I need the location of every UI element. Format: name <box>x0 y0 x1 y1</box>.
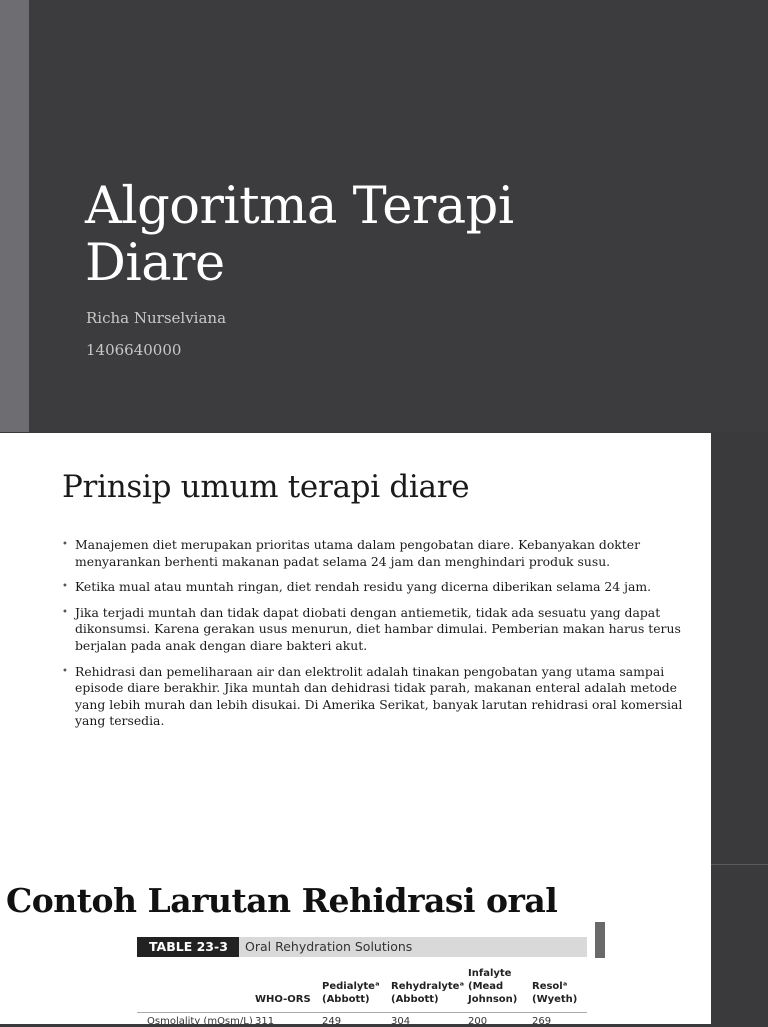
column-header: Resolᵃ (Wyeth) <box>532 981 578 1005</box>
slide-heading: Prinsip umum terapi diare <box>62 469 470 505</box>
column-header: Rehydralyteᵃ (Abbott) <box>391 981 465 1005</box>
bullet-icon: • <box>62 539 68 550</box>
bullet-list <box>62 537 702 739</box>
list-item-text: Manajemen diet merupakan prioritas utama dalam pengobatan diare. Kebanyakan dokter menyarankan berhenti makanan padat selama 24 jam dan menghindari produk susu. <box>75 537 641 569</box>
list-item <box>62 537 702 570</box>
table-cell: 200 <box>468 1016 488 1027</box>
rehydration-table <box>137 937 587 1027</box>
row-label: Osmolality (mOsm/L) <box>147 1016 253 1027</box>
table-cell: 311 <box>255 1016 275 1027</box>
solutions-slide <box>0 865 711 1027</box>
slide-title-line-2: Diare <box>85 234 225 293</box>
table-title: Oral Rehydration Solutions <box>245 939 413 954</box>
table-cell: 249 <box>322 1016 342 1027</box>
bullet-icon: • <box>62 581 68 593</box>
slide-heading: Contoh Larutan Rehidrasi oral <box>6 881 558 920</box>
author-name: Richa Nurselviana <box>86 309 227 327</box>
slide-title-line-1: Algoritma Terapi <box>85 177 514 236</box>
table-cell: 304 <box>391 1016 411 1027</box>
principles-slide <box>0 433 711 865</box>
slide-title <box>85 178 725 292</box>
slide-background-gap <box>711 433 768 865</box>
column-header: Infalyte (Mead Johnson) <box>468 968 518 1005</box>
title-slide <box>0 0 768 432</box>
list-item-text: Rehidrasi dan pemeliharaan air dan elektrolit adalah tinakan pengobatan yang utama sampai episode diare berakhir. Jika muntah dan dehidrasi tidak parah, makanan enteral adalah metode yang lebih murah dan lebih disukai. Di Amerika Serikat, banyak larutan rehidrasi oral komersial yang tersedia. <box>75 663 683 729</box>
student-id: 1406640000 <box>86 341 182 359</box>
list-item <box>62 664 702 730</box>
list-item <box>62 605 702 655</box>
bullet-icon: • <box>62 606 68 618</box>
table-label: TABLE 23-3 <box>137 937 239 957</box>
divider <box>137 1012 587 1013</box>
list-item <box>62 579 702 596</box>
column-header: WHO-ORS <box>255 994 311 1005</box>
bullet-icon: • <box>62 665 68 677</box>
scrollbar-thumb[interactable] <box>595 922 605 958</box>
column-header: Pedialyteᵃ (Abbott) <box>322 981 380 1005</box>
accent-stripe <box>0 0 29 432</box>
list-item-text: Jika terjadi muntah dan tidak dapat diobati dengan antiemetik, tidak ada sesuatu yang dapat dikonsumsi. Karena gerakan usus menurun, diet hambar dimulai. Pemberian makan harus terus berjalan pada anak dengan diare bakteri akut. <box>75 604 681 653</box>
divider <box>711 864 768 865</box>
list-item-text: Ketika mual atau muntah ringan, diet rendah residu yang dicerna diberikan selama 24 jam. <box>75 579 652 595</box>
table-cell: 269 <box>532 1016 552 1027</box>
